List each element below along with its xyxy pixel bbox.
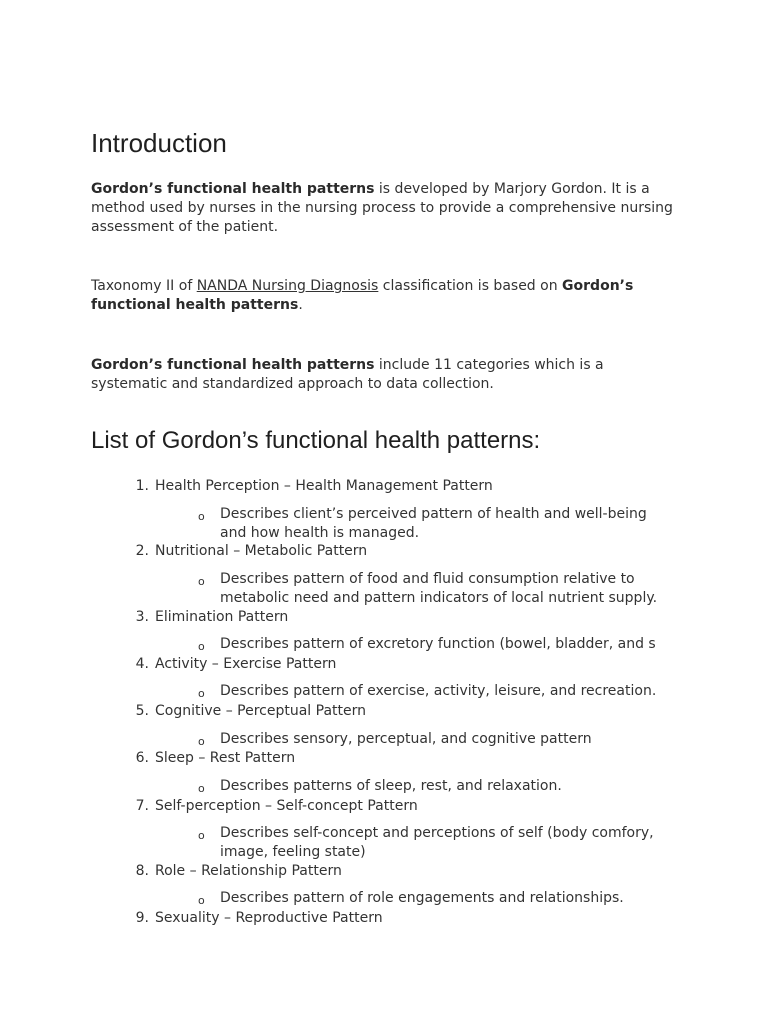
bold-phrase: Gordon’s functional health patterns [91, 181, 375, 197]
pattern-description: Describes pattern of food and fluid consumption relative to metabolic need and pattern indicators of local nutrient supply. [220, 571, 658, 606]
list-number: 5. [135, 703, 149, 719]
list-number: 7. [135, 798, 149, 814]
bullet-icon: o [198, 640, 205, 653]
pattern-title: Health Perception – Health Management Pattern [155, 478, 493, 494]
list-number: 6. [135, 750, 149, 766]
pattern-description: Describes sensory, perceptual, and cognitive pattern [220, 731, 592, 747]
intro-paragraph-2 [91, 277, 681, 315]
bullet-icon: o [198, 575, 205, 588]
pattern-title: Role – Relationship Pattern [155, 863, 342, 879]
list-number: 8. [135, 863, 149, 879]
bullet-icon: o [198, 782, 205, 795]
paragraph-text: classification is based on [378, 278, 563, 294]
bullet-icon: o [198, 510, 205, 523]
bold-phrase: Gordon’s functional health patterns [91, 278, 634, 313]
introduction-heading: Introduction [91, 128, 227, 158]
pattern-description: Describes client’s perceived pattern of health and well-being and how health is managed. [220, 506, 647, 541]
bullet-icon: o [198, 735, 205, 748]
intro-paragraph-3 [91, 356, 681, 394]
list-number: 1. [135, 478, 149, 494]
list-number: 9. [135, 910, 149, 926]
pattern-description: Describes pattern of exercise, activity, leisure, and recreation. [220, 683, 657, 699]
pattern-description: Describes pattern of excretory function (bowel, bladder, and s [220, 636, 656, 652]
pattern-title: Self-perception – Self-concept Pattern [155, 798, 418, 814]
pattern-description: Describes pattern of role engagements and relationships. [220, 890, 624, 906]
bullet-icon: o [198, 829, 205, 842]
pattern-title: Sexuality – Reproductive Pattern [155, 910, 383, 926]
paragraph-text: is developed by Marjory Gordon. It is a method used by nurses in the nursing process to provide a comprehensive nursing assessment of the patient. [91, 181, 673, 235]
pattern-description: Describes patterns of sleep, rest, and relaxation. [220, 778, 562, 794]
list-number: 4. [135, 656, 149, 672]
paragraph-text: Taxonomy II of [91, 278, 197, 294]
pattern-title: Cognitive – Perceptual Pattern [155, 703, 367, 719]
bullet-icon: o [198, 687, 205, 700]
pattern-title: Activity – Exercise Pattern [155, 656, 337, 672]
pattern-title: Elimination Pattern [155, 609, 289, 625]
pattern-title: Sleep – Rest Pattern [155, 750, 296, 766]
nanda-nursing-diagnosis-link[interactable]: NANDA Nursing Diagnosis [196, 278, 379, 294]
list-number: 3. [135, 609, 149, 625]
bullet-icon: o [198, 894, 205, 907]
list-heading: List of Gordon’s functional health patterns: [91, 427, 541, 454]
intro-paragraph-1 [91, 180, 681, 237]
paragraph-text: . [298, 297, 303, 313]
bold-phrase: Gordon’s functional health patterns [91, 357, 375, 373]
paragraph-text: include 11 categories which is a systematic and standardized approach to data collection. [91, 357, 604, 392]
pattern-title: Nutritional – Metabolic Pattern [155, 543, 368, 559]
list-number: 2. [135, 543, 149, 559]
pattern-description: Describes self-concept and perceptions of self (body comfory, image, feeling state) [220, 825, 654, 860]
